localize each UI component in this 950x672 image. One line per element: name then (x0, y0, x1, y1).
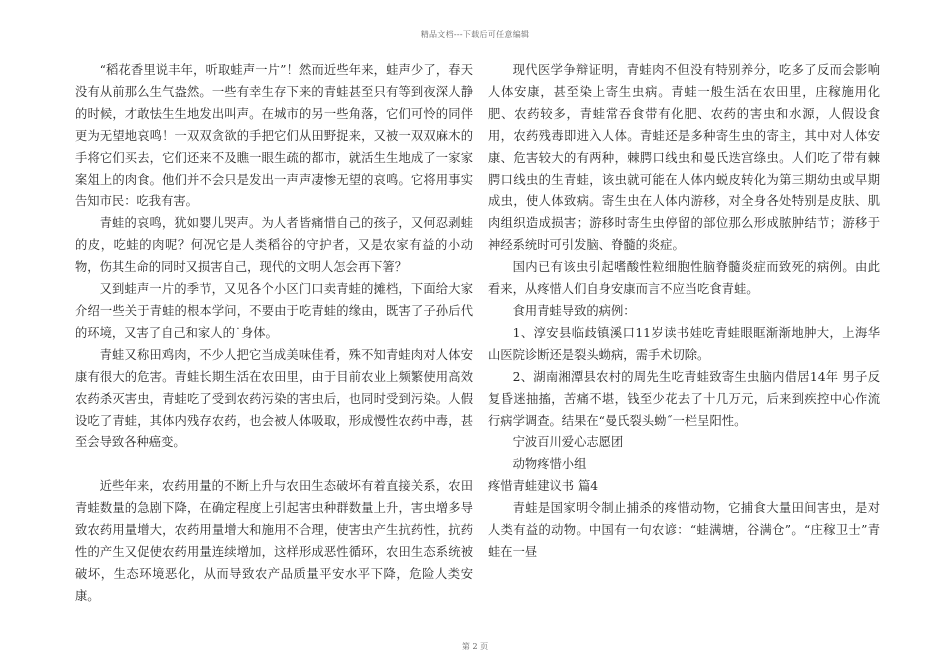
right-column (488, 60, 880, 564)
paragraph: 青蛙又称田鸡肉，不少人把它当成美味佳肴，殊不知青蛙肉对人体安康有很大的危害。青蛙长期生活在农田里，由于目前农业上频繁使用高效农药杀灭害虫，青蛙吃了受到农药污染的害虫后，也同时受到污染。人假设吃了青蛙，其体内残存农药，也会被人体吸取，形成慢性农药中毒，甚至会导致各种癌变。 (75, 347, 473, 450)
paragraph: 近些年来，农药用量的不断上升与农田生态破坏有着直接关系，农田青蛙数量的急剧下降，在确定程度上引起害虫种群数量上升，害虫增多导致农药用量增大，农药用量增大和施用不合理，使害虫产生抗药性，抗药性的产生又促使农药用量连续增加，这样形成恶性循环，农田生态系统被破坏，生态环境恶化，从而导致农产品质量平安水平下降，危险人类安康。 (75, 479, 473, 603)
paragraph: 青蛙是国家明令制止捕杀的疼惜动物，它捕食大量田间害虫，是对人类有益的动物。中国有一句农谚：“蛙满塘，谷满仓”。“庄稼卫士”青蛙在一昼 (488, 501, 880, 559)
paragraph: “稻花香里说丰年，听取蛙声一片”！然而近些年来，蛙声少了，春天没有从前那么生气盎然。一些有幸生存下来的青蛙甚至只有等到夜深人静的时候，才敢怯生生地发出叫声。在城市的另一些角落，它们可怜的同伴更为无望地哀鸣！一双双贪欲的手把它们从田野捉来，又被一双双麻木的手将它们买去，它们还来不及瞧一眼生疏的都市，就活生生地成了一家家案俎上的肉食。他们并不会只是发出一声声凄惨无望的哀鸣。它将用事实告知市民：吃我有害。 (75, 63, 473, 209)
page-header: 精品文档---下载后可任意编辑 (420, 30, 530, 39)
signature-group: 动物疼惜小组 (512, 457, 587, 472)
paragraph: 食用青蛙导致的病例： (512, 303, 636, 318)
page-number: 第 2 页 (461, 642, 489, 651)
paragraph: 国内已有该虫引起嗜酸性粒细胞性脑脊髓炎症而致死的病例。由此看来，从疼惜人们自身安康而言不应当吃食青蛙。 (488, 260, 880, 297)
paragraph: 又到蛙声一片的季节，又见各个小区门口卖青蛙的摊档，下面给大家介绍一些关于青蛙的根本学问，不要由于吃青蛙的缘由，既害了子孙后代的环境，又害了自己和家人的˙身体。 (75, 282, 473, 340)
section-title: 疼惜青蛙建议书 篇4 (488, 479, 599, 494)
paragraph: 1、淳安县临歧镇溪口11岁读书娃吃青蛙眼眶渐渐地肿大，上海华山医院诊断还是裂头蚴病，需手术切除。 (488, 325, 880, 362)
left-column (75, 60, 473, 608)
signature-organization: 宁波百川爱心志愿团 (512, 435, 624, 450)
paragraph: 青蛙的哀鸣，犹如婴儿哭声。为人者皆痛惜自己的孩子，又何忍剥蛙的皮，吃蛙的肉呢？何况它是人类稻谷的守护者，又是农家有益的小动物，伤其生命的同时又损害自己，现代的文明人怎会再下箸？ (75, 216, 473, 275)
paragraph: 2、湖南湘潭县农村的周先生吃青蛙致寄生虫脑内借居14年 男子反复昏迷抽搐，苦痛不堪，钱至少花去了十几万元，后来到疾控中心作流行病学调查。结果在“曼氏裂头蚴˝一栏呈阳性。 (488, 369, 880, 428)
paragraph: 现代医学争辩证明，青蛙肉不但没有特别养分，吃多了反而会影响人体安康，甚至染上寄生虫病。青蛙一般生活在农田里，庄稼施用化肥、农药较多，青蛙常吞食带有化肥、农药的害虫和水源，人假设食用，农药残毒即进入人体。青蛙还是多种寄生虫的寄主，其中对人体安康、危害较大的有两种，棘腭口线虫和曼氏迭宫绦虫。人们吃了带有棘腭口线虫的生青蛙，该虫就可能在人体内蜕皮转化为第三期幼虫或早期成虫，使人体致病。寄生虫在人体内游移，对全身各处特别是皮肤、肌肉组织造成损害；游移时寄生虫停留的部位那么形成脓肿结节；游移于神经系统时可引发脑、脊髓的炎症。 (488, 63, 880, 253)
